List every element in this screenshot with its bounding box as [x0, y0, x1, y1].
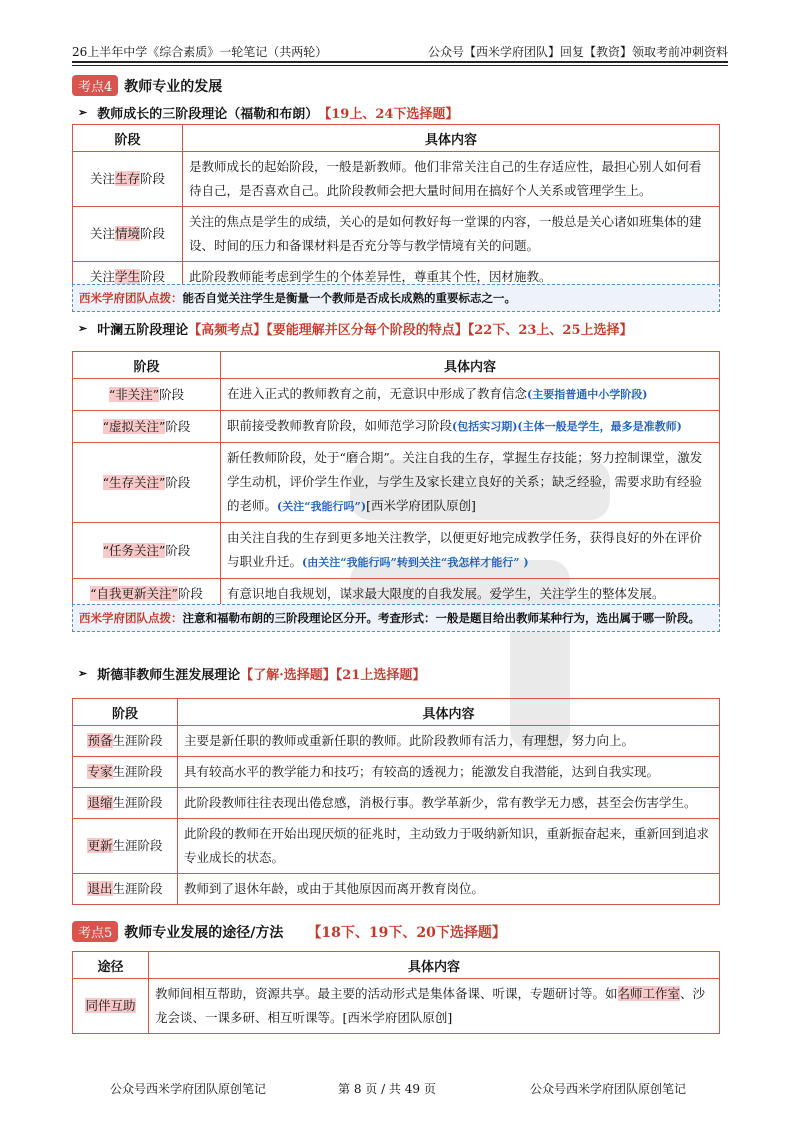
table-row [73, 979, 720, 1034]
table-row [73, 411, 720, 443]
col-pathway: 途径 [73, 952, 149, 979]
content-cell: 职前接受教师教育阶段，如师范学习阶段(包括实习期)(主体一般是学生，最多是准教师) [221, 411, 720, 443]
tip-label: 西米学府团队点拨： [79, 291, 183, 305]
sub2-title: 叶澜五阶段理论 [97, 323, 189, 338]
content-cell: 在进入正式的教师教育之前，无意识中形成了教育信念(主要指普通中小学阶段) [221, 379, 720, 411]
table-row [73, 152, 720, 207]
tip-box-1 [72, 284, 720, 312]
table-pathways [72, 951, 720, 1034]
header-rule-thin [72, 65, 728, 66]
pathway-cell: 同伴互助 [73, 979, 149, 1034]
col-content: 具体内容 [149, 952, 720, 979]
stage-cell: “生存关注”阶段 [73, 443, 221, 523]
tip-label: 西米学府团队点拨： [79, 611, 183, 625]
table-row [73, 207, 720, 262]
stage-cell: 关注学生阶段 [73, 262, 183, 293]
table-three-stage [72, 124, 720, 293]
page-number: 第 8 页 / 共 49 页 [338, 1082, 436, 1096]
content-cell: 此阶段的教师在开始出现厌烦的征兆时，主动致力于吸纳新知识，重新振奋起来，重新回到追求专业成长的状态。 [178, 819, 720, 874]
stage-cell: “虚拟关注”阶段 [73, 411, 221, 443]
col-content: 具体内容 [183, 125, 720, 152]
sub2-exam: 【高频考点】【要能理解并区分每个阶段的特点】【22下、23上、25上选择】 [188, 323, 633, 338]
section-5-title: 教师专业发展的途径/方法 [124, 924, 284, 941]
col-stage: 阶段 [73, 125, 183, 152]
sub1-title: 教师成长的三阶段理论（福勒和布朗） [97, 107, 319, 122]
table-career-stage [72, 698, 720, 905]
table-row [73, 819, 720, 874]
section-5-tag: 考点5 [72, 921, 118, 942]
table-row [73, 523, 720, 579]
table-header-row [73, 125, 720, 152]
section-4-title: 教师专业的发展 [124, 78, 223, 95]
footer-left: 公众号西米学府团队原创笔记 [110, 1082, 267, 1096]
subheading-fuller [78, 103, 458, 122]
arrow-icon: ➢ [78, 106, 88, 119]
content-cell: 教师到了退休年龄，或由于其他原因而离开教育岗位。 [178, 874, 720, 905]
section-5-exam: 【18下、19下、20下选择题】 [307, 924, 506, 941]
stage-cell: 关注情境阶段 [73, 207, 183, 262]
sub3-title: 斯德菲教师生涯发展理论 [97, 668, 241, 683]
header-left: 26上半年中学《综合素质》一轮笔记（共两轮） [72, 45, 328, 59]
table-row [73, 379, 720, 411]
content-cell: 是教师成长的起始阶段，一般是新教师。他们非常关注自己的生存适应性，最担心别人如何看待自己，是否喜欢自己。此阶段教师会把大量时间用在搞好个人关系或管理学生上。 [183, 152, 720, 207]
content-cell: 有意识地自我规划，谋求最大限度的自我发展。爱学生，关注学生的整体发展。 [221, 579, 720, 610]
subheading-steffy [78, 664, 425, 683]
tip-text: 注意和福勒布朗的三阶段理论区分开。考查形式：一般是题目给出教师某种行为，选出属于哪一阶段。 [182, 611, 700, 625]
col-stage: 阶段 [73, 352, 221, 379]
arrow-icon: ➢ [78, 322, 88, 335]
content-cell: 此阶段教师能考虑到学生的个体差异性，尊重其个性，因材施教。 [183, 262, 720, 293]
table-row [73, 443, 720, 523]
col-content: 具体内容 [221, 352, 720, 379]
header-right: 公众号【西米学府团队】回复【教资】领取考前冲刺资料 [427, 45, 728, 59]
stage-cell: 专家生涯阶段 [73, 757, 178, 788]
subheading-yelan [78, 319, 633, 338]
table-row [73, 788, 720, 819]
section-5-heading [72, 921, 506, 942]
stage-cell: 预备生涯阶段 [73, 726, 178, 757]
table-header-row [73, 352, 720, 379]
table-header-row [73, 699, 720, 726]
col-content: 具体内容 [178, 699, 720, 726]
col-stage: 阶段 [73, 699, 178, 726]
table-row [73, 757, 720, 788]
stage-cell: “非关注”阶段 [73, 379, 221, 411]
table-header-row [73, 952, 720, 979]
sub1-exam: 【19上、24下选择题】 [318, 107, 459, 122]
stage-cell: 退缩生涯阶段 [73, 788, 178, 819]
stage-cell: “任务关注”阶段 [73, 523, 221, 579]
content-cell: 教师间相互帮助，资源共享。最主要的活动形式是集体备课、听课，专题研讨等。如名师工作室、沙龙会谈、一课多研、相互听课等。[西米学府团队原创] [149, 979, 720, 1034]
stage-cell: 关注生存阶段 [73, 152, 183, 207]
stage-cell: “自我更新关注”阶段 [73, 579, 221, 610]
page-header [72, 38, 728, 60]
stage-cell: 退出生涯阶段 [73, 874, 178, 905]
content-cell: 由关注自我的生存到更多地关注教学，以便更好地完成教学任务，获得良好的外在评价与职业升迁。(由关注“我能行吗”转到关注“我怎样才能行” ) [221, 523, 720, 579]
footer-right: 公众号西米学府团队原创笔记 [530, 1082, 687, 1096]
arrow-icon: ➢ [78, 667, 88, 680]
section-4-tag: 考点4 [72, 75, 118, 96]
table-five-stage [72, 351, 720, 610]
header-rule [72, 61, 728, 63]
content-cell: 新任教师阶段，处于“磨合期”。关注自我的生存，掌握生存技能；努力控制课堂，激发学生动机，评价学生作业，与学生及家长建立良好的关系；缺乏经验，需要求助有经验的老师。(关注“我能行吗”)[西米学府团队原创] [221, 443, 720, 523]
table-row [73, 874, 720, 905]
tip-box-2 [72, 604, 720, 632]
content-cell: 此阶段教师往往表现出倦怠感，消极行事。教学革新少，常有教学无力感，甚至会伤害学生。 [178, 788, 720, 819]
stage-cell: 更新生涯阶段 [73, 819, 178, 874]
tip-text: 能否自觉关注学生是衡量一个教师是否成长成熟的重要标志之一。 [182, 291, 516, 305]
content-cell: 关注的焦点是学生的成绩，关心的是如何教好每一堂课的内容，一般总是关心诸如班集体的建设、时间的压力和备课材料是否充分等与教学情境有关的问题。 [183, 207, 720, 262]
sub3-exam: 【了解·选择题】【21上选择题】 [240, 668, 426, 683]
content-cell: 具有较高水平的教学能力和技巧；有较高的透视力；能激发自我潜能，达到自我实现。 [178, 757, 720, 788]
table-row [73, 726, 720, 757]
content-cell: 主要是新任职的教师或重新任职的教师。此阶段教师有活力，有理想，努力向上。 [178, 726, 720, 757]
section-4-heading [72, 75, 222, 96]
